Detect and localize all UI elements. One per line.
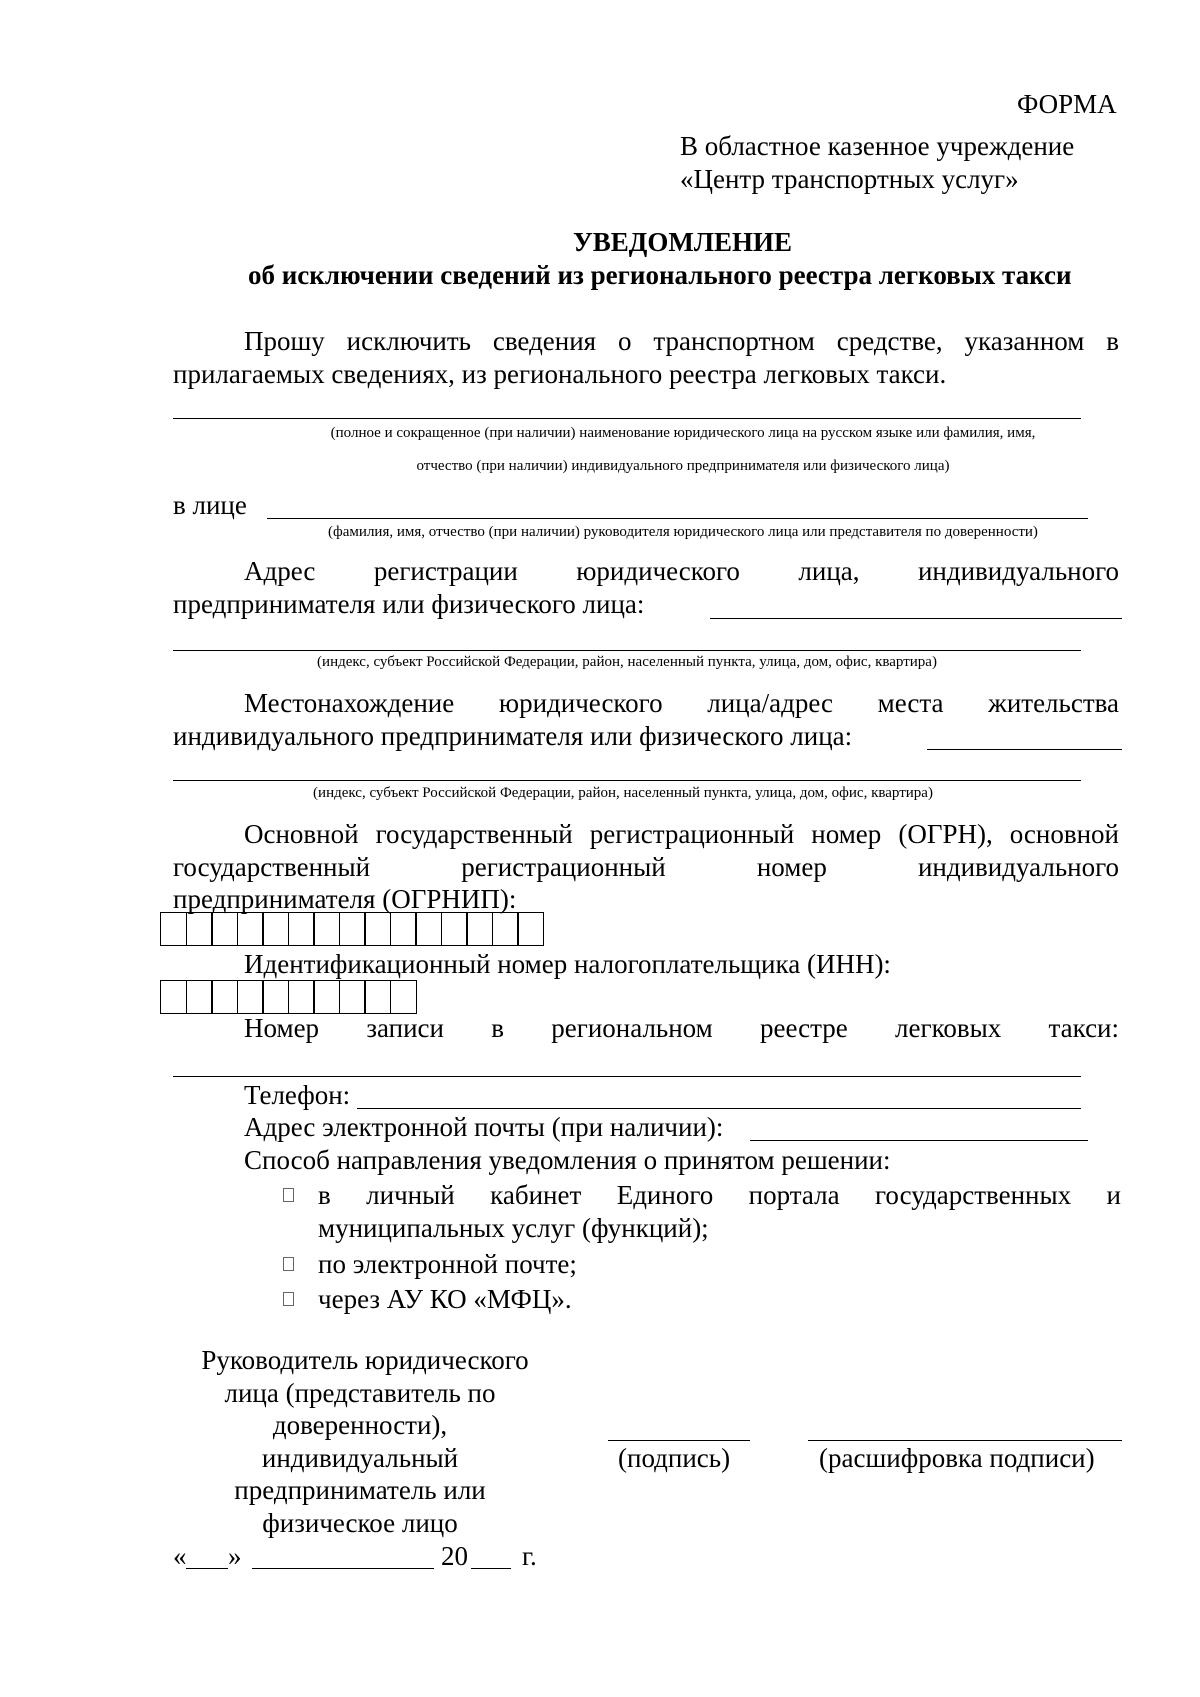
signature-field[interactable] [608, 1440, 750, 1441]
signer-role-line-5: предприниматель или [234, 1475, 486, 1505]
notification-label: Способ направления уведомления о принятом решении: [244, 1145, 891, 1175]
date-year-prefix: 20 [441, 1541, 468, 1571]
form-label: ФОРМА [1017, 89, 1117, 119]
signer-role-line-2: лица (представитель по [224, 1378, 496, 1408]
inn-cell[interactable] [160, 980, 187, 1014]
inn-cell[interactable] [390, 980, 417, 1014]
inn-cell[interactable] [339, 980, 366, 1014]
option-email: по электронной почте; [318, 1249, 577, 1279]
ogrn-cell[interactable] [339, 912, 366, 946]
inn-label: Идентификационный номер налогоплательщика (ИНН): [244, 949, 891, 979]
applicant-caption-2: отчество (при наличии) индивидуального предпринимателя или физического лица) [416, 458, 950, 474]
location-line-2: индивидуального предпринимателя или физического лица: [173, 721, 853, 751]
signature-caption: (подпись) [618, 1443, 731, 1473]
registration-address-line-2: предпринимателя или физического лица: [173, 589, 645, 619]
document-subtitle: об исключении сведений из регионального реестра легковых такси [248, 260, 1072, 290]
ogrn-cell[interactable] [517, 912, 544, 946]
representative-field[interactable] [267, 518, 1088, 519]
email-field[interactable] [750, 1140, 1088, 1141]
addressee-line-2: «Центр транспортных услуг» [680, 164, 1019, 194]
location-line-1: Местонахождение юридического лица/адрес места жительства [244, 688, 1119, 718]
phone-field[interactable] [357, 1108, 1081, 1109]
representative-caption: (фамилия, имя, отчество (при наличии) руководителя юридического лица или представителя по доверенности) [328, 524, 1038, 540]
option-portal-line-1: в личный кабинет Единого портала государственных и [318, 1180, 1121, 1210]
checkbox-mfc[interactable] [283, 1292, 294, 1306]
signature-decoding-caption: (расшифровка подписи) [819, 1443, 1095, 1473]
date-month-field[interactable] [252, 1568, 434, 1569]
ogrn-line-2: государственный регистрационный номер индивидуального [173, 852, 1119, 882]
ogrn-line-3: предпринимателя (ОГРНИП): [173, 884, 517, 914]
ogrn-cell[interactable] [466, 912, 493, 946]
signer-role-line-6: физическое лицо [262, 1508, 458, 1538]
checkbox-email[interactable] [283, 1257, 294, 1271]
addressee-line-1: В областное казенное учреждение [680, 131, 1075, 161]
ogrn-cell[interactable] [160, 912, 187, 946]
inn-cell[interactable] [237, 980, 264, 1014]
inn-cell[interactable] [288, 980, 315, 1014]
ogrn-cell[interactable] [492, 912, 519, 946]
phone-label: Телефон: [244, 1080, 351, 1110]
ogrn-cell[interactable] [288, 912, 315, 946]
signer-role-line-3: доверенности), [272, 1410, 448, 1440]
date-year-suffix: г. [522, 1541, 537, 1571]
location-caption: (индекс, субъект Российской Федерации, район, населенный пункта, улица, дом, офис, квартира) [313, 785, 933, 801]
date-close-quote: » [228, 1541, 242, 1571]
ogrn-cell[interactable] [262, 912, 289, 946]
ogrn-cell[interactable] [186, 912, 213, 946]
signer-role-line-4: индивидуальный [261, 1443, 459, 1473]
checkbox-portal[interactable] [283, 1188, 294, 1202]
registry-record-label: Номер записи в региональном реестре легковых такси: [244, 1013, 1119, 1043]
ogrn-cell[interactable] [415, 912, 442, 946]
email-label: Адрес электронной почты (при наличии): [244, 1112, 724, 1142]
signature-decoding-field[interactable] [808, 1440, 1122, 1441]
ogrn-cell[interactable] [211, 912, 238, 946]
location-field-2[interactable] [173, 780, 1081, 781]
registration-address-caption: (индекс, субъект Российской Федерации, район, населенный пункта, улица, дом, офис, квартира) [317, 654, 937, 670]
document-title: УВЕДОМЛЕНИЕ [572, 227, 793, 257]
request-line-2: прилагаемых сведениях, из регионального реестра легковых такси. [173, 359, 947, 389]
ogrn-cells[interactable] [160, 912, 544, 946]
ogrn-cell[interactable] [390, 912, 417, 946]
ogrn-cell[interactable] [441, 912, 468, 946]
inn-cells[interactable] [160, 980, 417, 1014]
registration-address-line-1: Адрес регистрации юридического лица, индивидуального [244, 556, 1119, 586]
location-field[interactable] [927, 749, 1122, 750]
date-open-quote: « [173, 1541, 187, 1571]
applicant-caption-1: (полное и сокращенное (при наличии) наименование юридического лица на русском языке или фамилия, имя, [330, 425, 1036, 441]
ogrn-cell[interactable] [313, 912, 340, 946]
ogrn-cell[interactable] [364, 912, 391, 946]
registry-record-field[interactable] [173, 1076, 1081, 1077]
inn-cell[interactable] [262, 980, 289, 1014]
registration-address-field[interactable] [710, 618, 1122, 619]
inn-cell[interactable] [211, 980, 238, 1014]
signer-role-line-1: Руководитель юридического [201, 1345, 529, 1375]
inn-cell[interactable] [186, 980, 213, 1014]
registration-address-field-2[interactable] [173, 650, 1081, 651]
date-day-field[interactable] [186, 1568, 228, 1569]
date-year-field[interactable] [471, 1568, 511, 1569]
applicant-name-field[interactable] [173, 418, 1081, 419]
option-mfc: через АУ КО «МФЦ». [318, 1284, 572, 1314]
ogrn-line-1: Основной государственный регистрационный номер (ОГРН), основной [244, 819, 1119, 849]
request-line-1: Прошу исключить сведения о транспортном средстве, указанном в [244, 326, 1119, 356]
ogrn-cell[interactable] [237, 912, 264, 946]
representative-label: в лице [173, 490, 247, 520]
inn-cell[interactable] [364, 980, 391, 1014]
option-portal-line-2: муниципальных услуг (функций); [318, 1213, 709, 1243]
inn-cell[interactable] [313, 980, 340, 1014]
